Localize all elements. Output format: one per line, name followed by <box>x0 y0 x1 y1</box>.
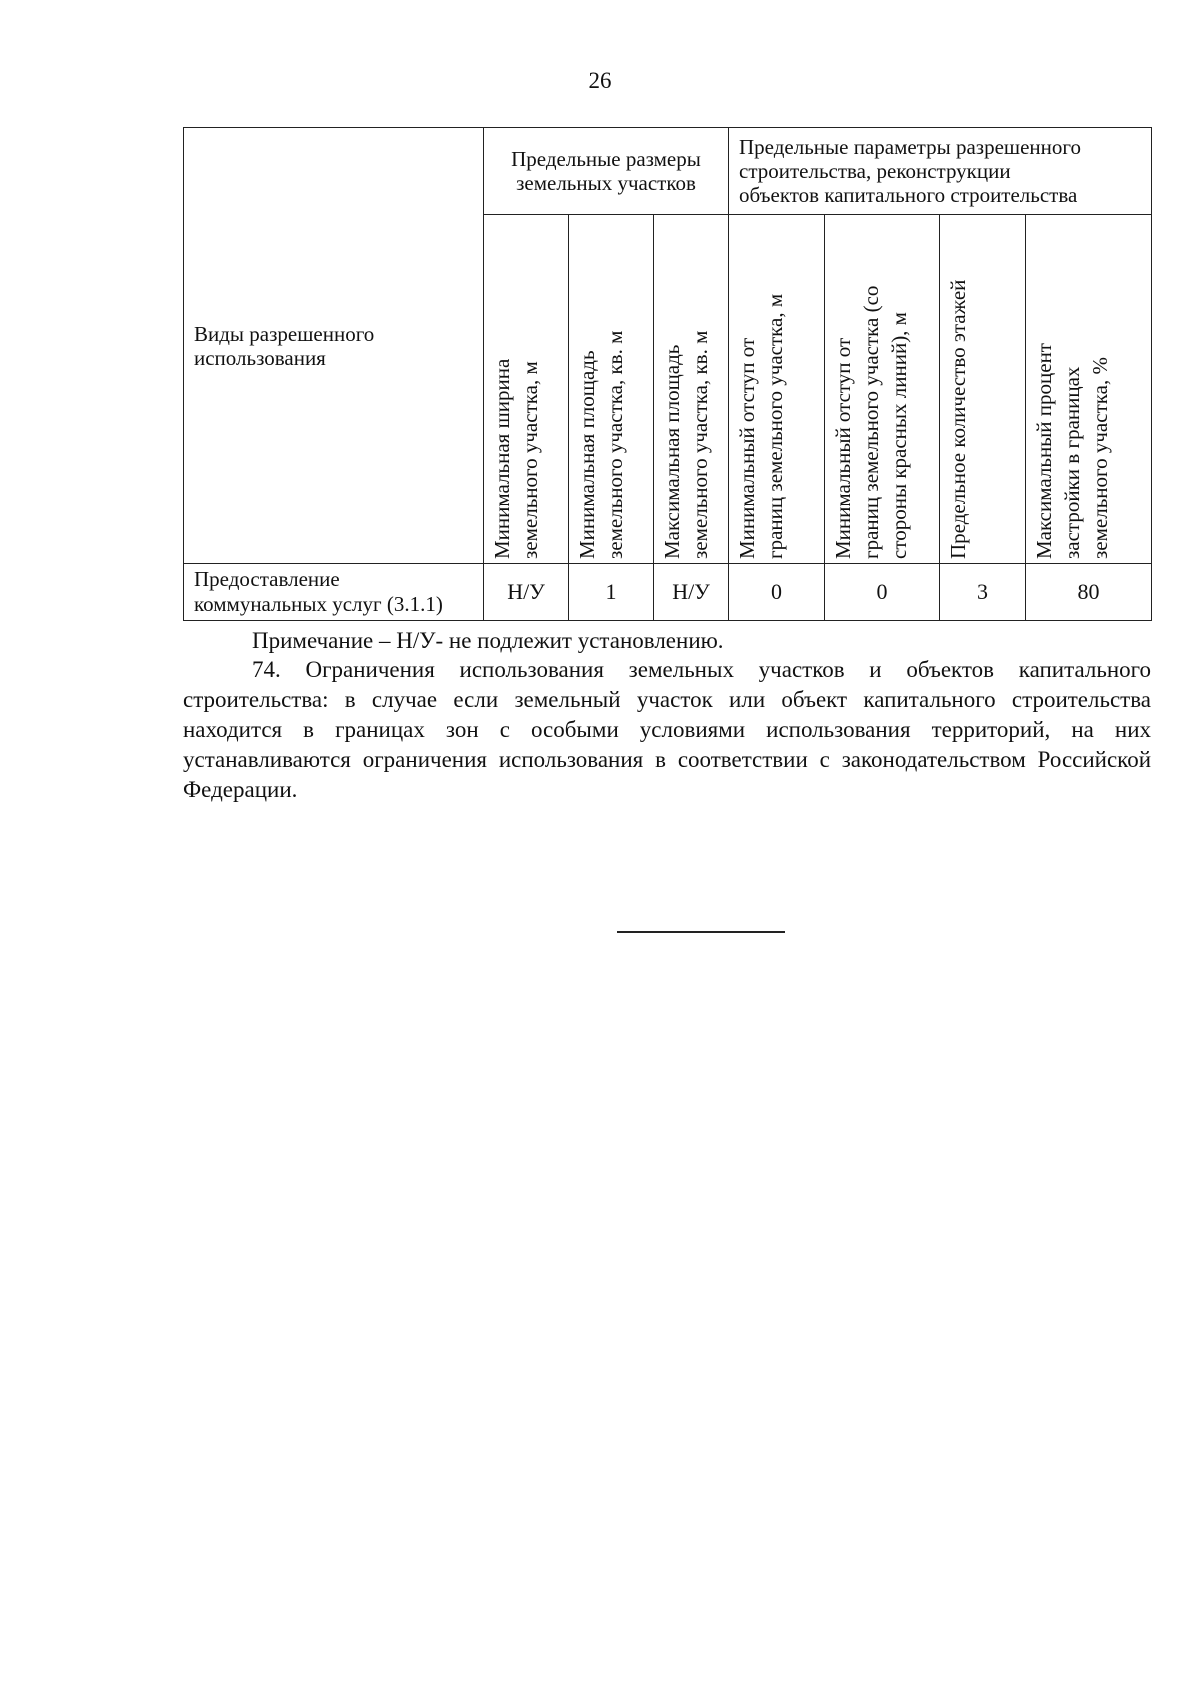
header-min-area <box>569 215 654 564</box>
cell-max-floors: 3 <box>940 564 1026 621</box>
header-rot-line: границ земельного участка (со <box>859 285 883 559</box>
page-number: 26 <box>588 68 612 93</box>
header-rot-line: стороны красных линий), м <box>887 312 911 559</box>
header-usage-line: использования <box>194 345 326 370</box>
header-group-line: строительства, реконструкции <box>739 159 1011 183</box>
header-rot-line: Максимальная площадь <box>660 344 684 559</box>
cell-min-setback-red-lines: 0 <box>825 564 940 621</box>
header-min-width <box>484 215 569 564</box>
row-label-line: коммунальных услуг (3.1.1) <box>194 592 443 616</box>
header-group-land-sizes <box>484 128 729 215</box>
parameters-table <box>183 127 1152 621</box>
header-usage-line: Виды разрешенного <box>194 321 375 346</box>
cell-min-area: 1 <box>569 564 654 621</box>
row-usage-label <box>184 564 484 621</box>
header-min-setback-red-lines <box>825 215 940 564</box>
row-label-line: Предоставление <box>194 567 340 591</box>
header-group-line: земельных участков <box>516 171 696 195</box>
header-max-area <box>654 215 729 564</box>
cell-min-width: Н/У <box>484 564 569 621</box>
header-rot-line: Минимальный отступ от <box>735 337 759 559</box>
header-usage-types <box>184 128 484 564</box>
table-row <box>184 564 1152 621</box>
cell-max-coverage: 80 <box>1026 564 1152 621</box>
header-rot-line: Минимальный отступ от <box>831 337 855 559</box>
header-rot-line: земельного участка, % <box>1088 357 1112 559</box>
header-min-setback <box>729 215 825 564</box>
header-rot-line: земельного участка, кв. м <box>688 330 712 559</box>
header-rot-line: Максимальный процент <box>1032 343 1056 559</box>
header-rot-line: земельного участка, м <box>518 361 542 559</box>
table-note: Примечание – Н/У- не подлежит установлению. <box>252 628 724 653</box>
header-rot-line: земельного участка, кв. м <box>603 330 627 559</box>
cell-max-area: Н/У <box>654 564 729 621</box>
header-rot-line: застройки в границах <box>1060 366 1084 559</box>
closing-rule <box>617 931 785 933</box>
header-group-line: объектов капитального строительства <box>739 183 1078 207</box>
cell-min-setback: 0 <box>729 564 825 621</box>
header-max-coverage <box>1026 215 1152 564</box>
header-group-build-params <box>729 128 1152 215</box>
header-rot-line: Предельное количество этажей <box>946 279 970 559</box>
header-group-line: Предельные размеры <box>511 147 701 171</box>
header-group-line: Предельные параметры разрешенного <box>739 135 1081 159</box>
header-max-floors <box>940 215 1026 564</box>
paragraph-74: 74. Ограничения использования земельных участков и объектов капитального строительства: в случае если земельный участок или объект капитального строительства находится в границах зон с особыми условиями использования территорий, на них устанавливаются ограничения использования в соответствии с законодательством Российской Федерации. <box>183 657 1151 802</box>
header-rot-line: Минимальная ширина <box>490 358 514 559</box>
header-rot-line: Минимальная площадь <box>575 350 599 559</box>
header-rot-line: границ земельного участка, м <box>763 293 787 559</box>
